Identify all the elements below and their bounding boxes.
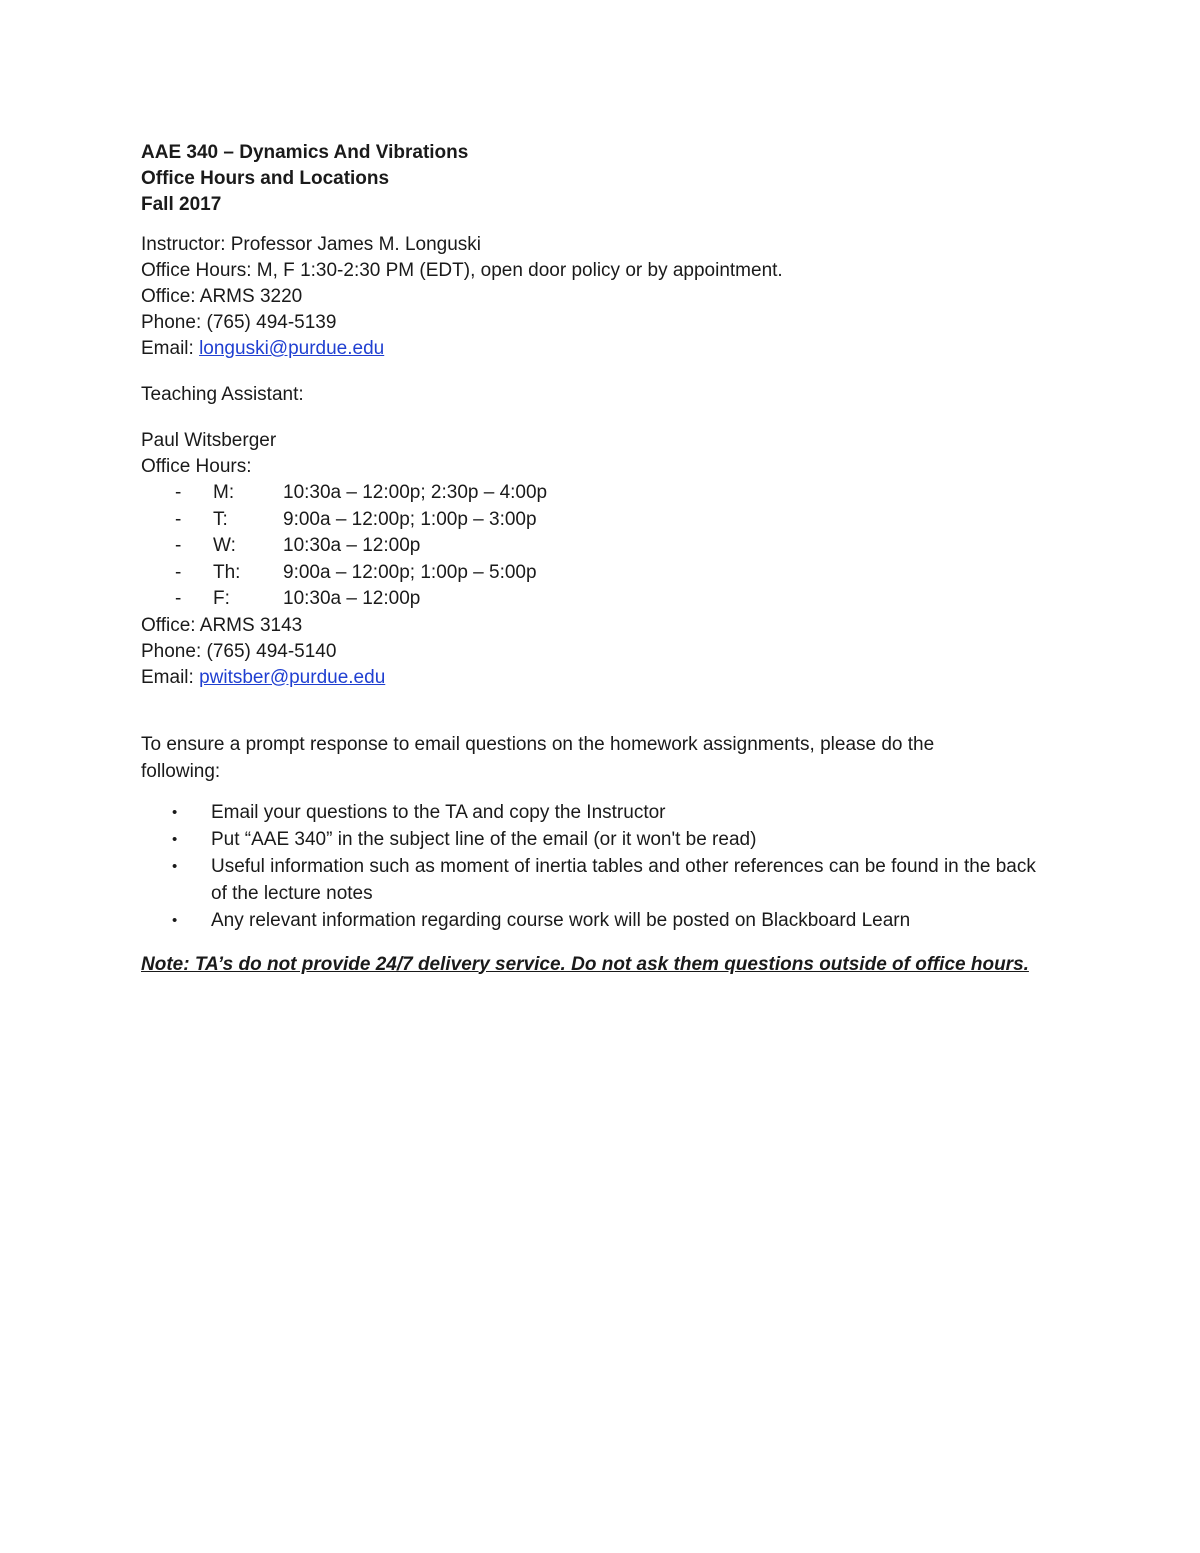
schedule-day: W:	[213, 535, 236, 556]
ta-schedule-list	[141, 480, 1051, 613]
ta-email-link[interactable]: pwitsber@purdue.edu	[199, 666, 386, 688]
schedule-dash: -	[175, 561, 182, 583]
schedule-times: 10:30a – 12:00p; 2:30p – 4:00p	[283, 482, 548, 503]
schedule-times: 10:30a – 12:00p	[283, 535, 421, 556]
bullet-icon: •	[172, 830, 178, 848]
ta-office: Office: ARMS 3143	[141, 614, 303, 636]
instructions-list	[141, 799, 1051, 934]
schedule-row	[141, 560, 1051, 587]
ta-email-label: Email:	[141, 666, 200, 688]
instructor-email-link[interactable]: longuski@purdue.edu	[199, 338, 385, 359]
schedule-times: 9:00a – 12:00p; 1:00p – 5:00p	[283, 561, 537, 583]
list-item	[141, 799, 1051, 826]
schedule-row	[141, 586, 1051, 613]
instructions-intro: To ensure a prompt response to email questions on the homework assignments, please do the following:	[141, 733, 935, 782]
instructor-email-label: Email:	[141, 338, 200, 359]
ta-heading: Teaching Assistant:	[141, 384, 304, 405]
list-item	[141, 826, 1051, 853]
schedule-day: T:	[213, 508, 228, 530]
schedule-dash: -	[175, 482, 182, 503]
list-item-text: Useful information such as moment of inertia tables and other references can be found in the back of the lecture notes	[211, 855, 1036, 904]
ta-name: Paul Witsberger	[141, 430, 277, 451]
bullet-icon: •	[172, 803, 178, 821]
instructor-phone: Phone: (765) 494-5139	[141, 312, 337, 333]
schedule-day: Th:	[213, 561, 241, 583]
document-page	[141, 140, 1051, 976]
note-warning: Note: TA’s do not provide 24/7 delivery service. Do not ask them questions outside of office hours.	[141, 953, 1029, 975]
bullet-icon: •	[172, 857, 178, 875]
course-title: AAE 340 – Dynamics And Vibrations	[141, 142, 469, 163]
instructor-email-row	[141, 336, 1051, 362]
schedule-dash: -	[175, 588, 182, 609]
ta-email-row	[141, 665, 1051, 691]
instructor-office: Office: ARMS 3220	[141, 286, 303, 307]
schedule-row	[141, 533, 1051, 560]
list-item-text: Put “AAE 340” in the subject line of the email (or it won't be read)	[211, 828, 757, 850]
bullet-icon: •	[172, 911, 178, 929]
list-item-text: Email your questions to the TA and copy the Instructor	[211, 801, 666, 823]
ta-phone: Phone: (765) 494-5140	[141, 640, 337, 662]
list-item-text: Any relevant information regarding course work will be posted on Blackboard Learn	[211, 909, 911, 931]
schedule-dash: -	[175, 535, 182, 556]
term-label: Fall 2017	[141, 194, 222, 215]
schedule-row	[141, 480, 1051, 507]
schedule-row	[141, 507, 1051, 534]
schedule-times: 10:30a – 12:00p	[283, 588, 421, 609]
list-item	[141, 853, 1051, 907]
document-subtitle: Office Hours and Locations	[141, 168, 390, 189]
schedule-times: 9:00a – 12:00p; 1:00p – 3:00p	[283, 508, 537, 530]
schedule-day: M:	[213, 482, 235, 503]
list-item	[141, 907, 1051, 934]
schedule-day: F:	[213, 588, 230, 609]
instructor-office-hours: Office Hours: M, F 1:30-2:30 PM (EDT), open door policy or by appointment.	[141, 260, 783, 281]
schedule-dash: -	[175, 508, 182, 530]
instructor-name: Instructor: Professor James M. Longuski	[141, 234, 482, 255]
ta-office-hours-label: Office Hours:	[141, 456, 252, 477]
